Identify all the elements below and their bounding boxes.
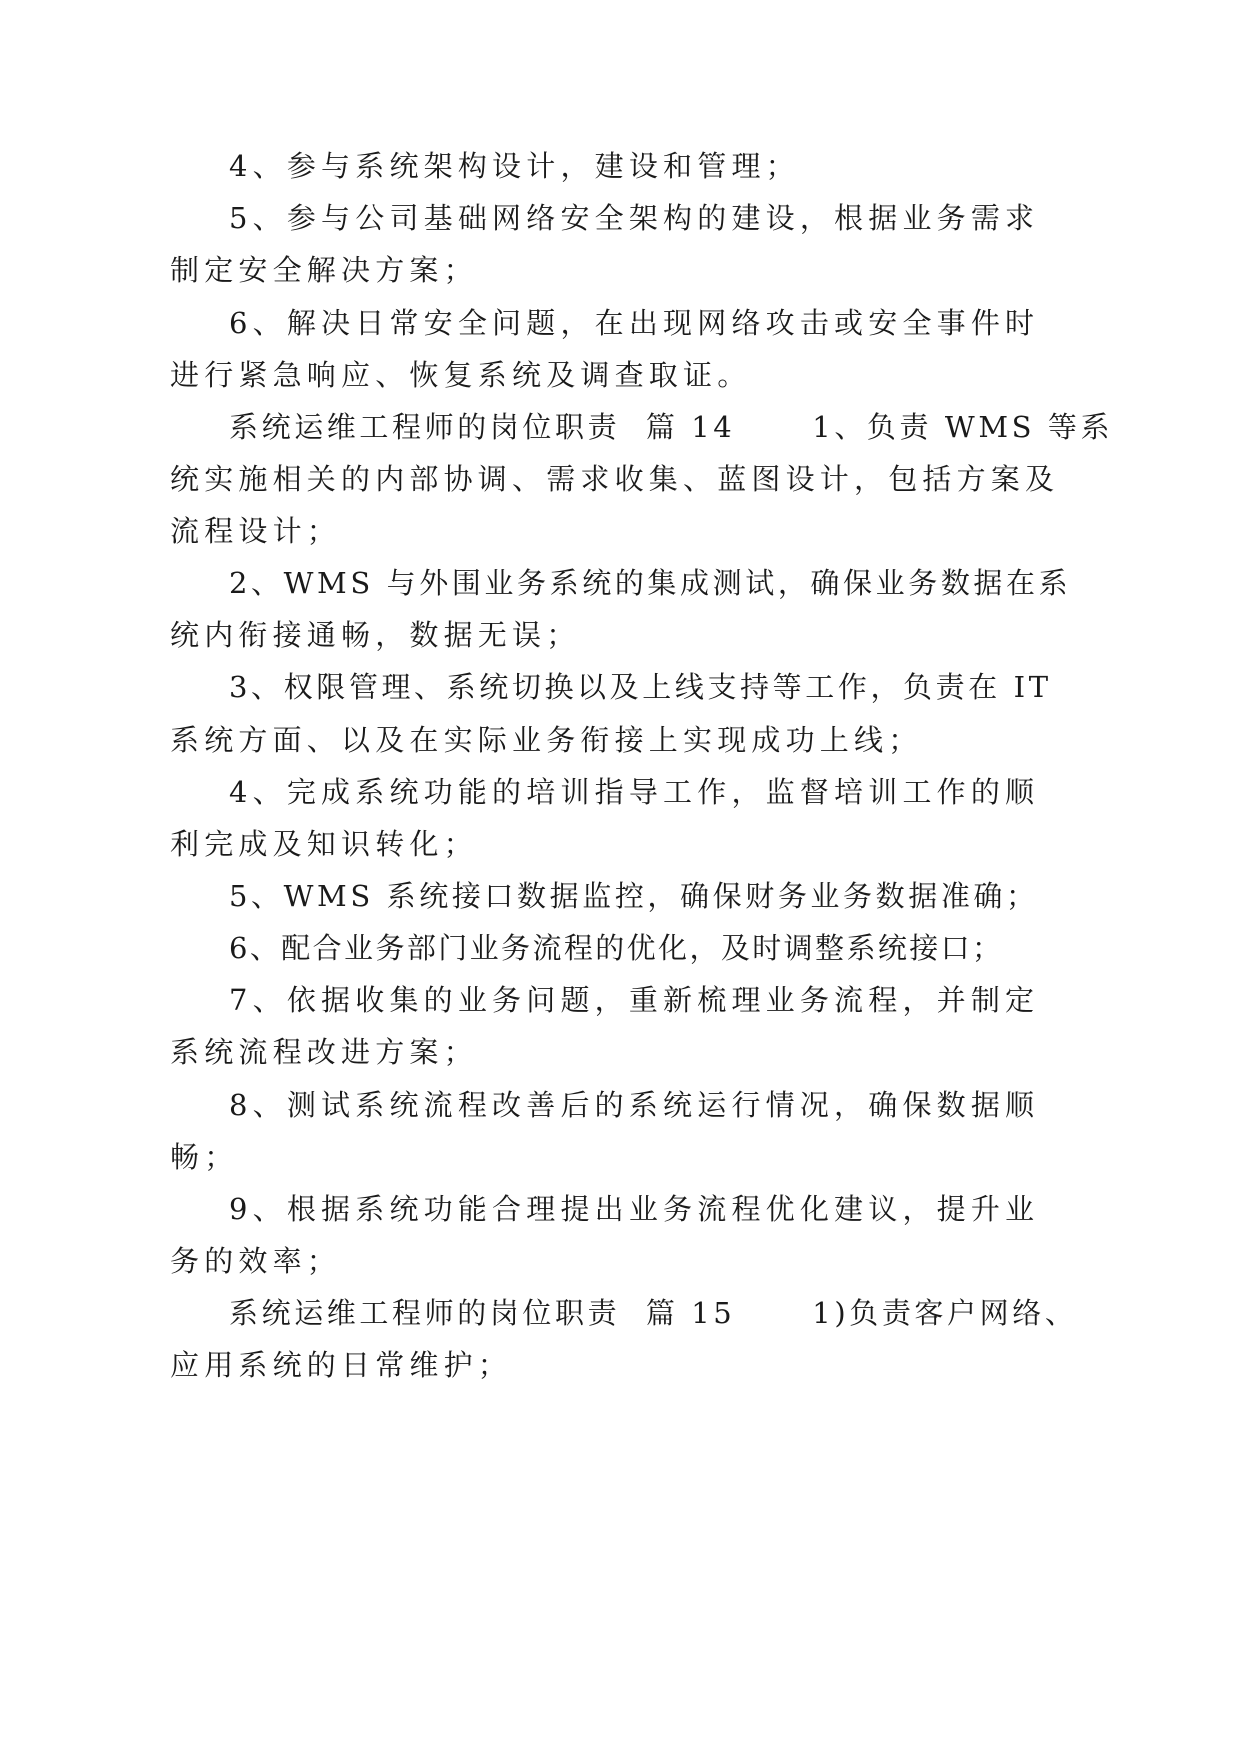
text-line: 系统流程改进方案；	[170, 1035, 478, 1069]
text-line: 系统运维工程师的岗位职责 篇 15 1)负责客户网络、	[229, 1296, 1078, 1330]
text-line: 4、完成系统功能的培训指导工作，监督培训工作的顺	[229, 775, 1040, 809]
text-line: 6、配合业务部门业务流程的优化，及时调整系统接口；	[229, 931, 1004, 965]
text-line: 6、解决日常安全问题，在出现网络攻击或安全事件时	[229, 306, 1040, 340]
text-line: 制定安全解决方案；	[170, 253, 478, 287]
text-line: 5、WMS 系统接口数据监控，确保财务业务数据准确；	[229, 879, 1039, 913]
text-line: 进行紧急响应、恢复系统及调查取证。	[170, 358, 752, 392]
text-line: 畅；	[170, 1140, 239, 1174]
text-line: 系统运维工程师的岗位职责 篇 14 1、负责 WMS 等系	[229, 410, 1114, 444]
text-line: 系统方面、以及在实际业务衔接上实现成功上线；	[170, 723, 923, 757]
text-line: 7、依据收集的业务问题，重新梳理业务流程，并制定	[229, 983, 1040, 1017]
text-line: 务的效率；	[170, 1244, 342, 1278]
text-line: 9、根据系统功能合理提出业务流程优化建议，提升业	[229, 1192, 1040, 1226]
text-line: 3、权限管理、系统切换以及上线支持等工作，负责在 IT	[229, 670, 1052, 704]
text-line: 应用系统的日常维护；	[170, 1348, 513, 1382]
text-line: 统实施相关的内部协调、需求收集、蓝图设计，包括方案及	[170, 462, 1060, 496]
text-line: 2、WMS 与外围业务系统的集成测试，确保业务数据在系	[229, 566, 1072, 600]
text-line: 5、参与公司基础网络安全架构的建设，根据业务需求	[229, 201, 1040, 235]
text-line: 利完成及知识转化；	[170, 827, 478, 861]
text-line: 8、测试系统流程改善后的系统运行情况，确保数据顺	[229, 1088, 1040, 1122]
text-line: 流程设计；	[170, 514, 342, 548]
text-line: 统内衔接通畅，数据无误；	[170, 618, 581, 652]
text-line: 4、参与系统架构设计，建设和管理；	[229, 149, 800, 183]
